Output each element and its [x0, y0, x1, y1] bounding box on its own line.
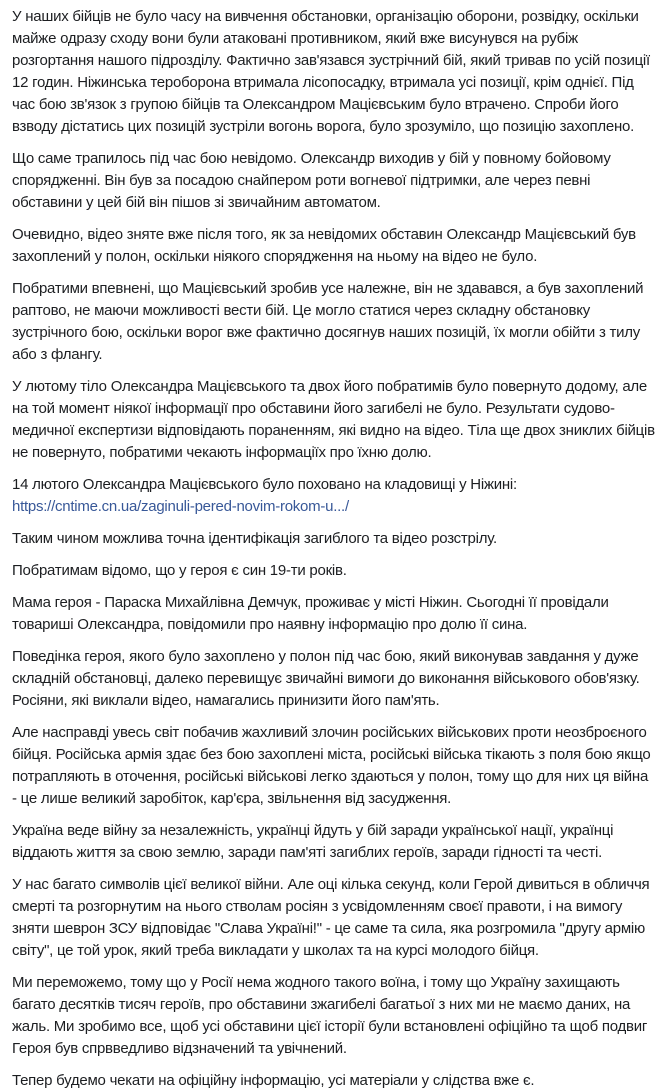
paragraph: Побратими впевнені, що Мацієвський зробив усе належне, він не здавався, а був захоплений раптово, не маючи можливості вести бій. Це могло статися через складну обстановку зустрічного бою, оскільки ворог вже фактично досягнув наших позицій, їх могли обійти з тилу або з флангу.: [12, 280, 644, 363]
paragraph: Мама героя - Параска Михайлівна Демчук, проживає у місті Ніжин. Сьогодні її провідали товариші Олександра, повідомили про наявну інформацію про долю її сина.: [12, 594, 609, 633]
paragraph: Таким чином можлива точна ідентифікація загиблого та відео розстрілу.: [12, 530, 497, 547]
paragraph: Очевидно, відео зняте вже після того, як за невідомих обставин Олександр Мацієвський був захоплений у полон, оскільки ніякого спорядження на ньому на відео не було.: [12, 226, 636, 265]
paragraph: У лютому тіло Олександра Мацієвського та двох його побратимів було повернуто додому, але на той момент ніякої інформації про обставини його загибелі не було. Результати судово-медичної експертизи відповідають пораненням, які видно на відео. Тіла ще двох зниклих бійців не повернуто, побратими чекають інформаціїх про їхню долю.: [12, 378, 655, 461]
paragraph: У наших бійців не було часу на вивчення обстановки, організацію оборони, розвідку, оскільки майже одразу сходу вони були атаковані противником, який вже висунувся на рубіж розгортання нашого підрозділу. Фактично зав'язався зустрічний бій, який тривав по усій позиції 12 годин. Ніжинська тероборона втримала лісопосадку, втримала усі позиції, крім однієї. Під час бою зв'язок з групою бійців та Олександром Мацієвським було втрачено. Спроби його взводу дістатись цих позицій зустріли вогонь ворога, було зрозуміло, що позицію захоплено.: [12, 8, 650, 135]
paragraph: Що саме трапилось під час бою невідомо. Олександр виходив у бій у повному бойовому спорядженні. Він був за посадою снайпером роти вогневої підтримки, але через певні обставини у цей бій він пішов зі звичайним автоматом.: [12, 150, 611, 211]
burial-text: 14 лютого Олександра Мацієвського було поховано на кладовищі у Ніжині:: [12, 476, 517, 493]
paragraph: Поведінка героя, якого було захоплено у полон під час бою, який виконував завдання у дуже складній обстановці, далеко перевищує звичайні вимоги до виконання військового обов'язку. Росіяни, які виклали відео, намагались принизити його пам'ять.: [12, 648, 640, 709]
article-link[interactable]: https://cntime.cn.ua/zaginuli-pered-novim-rokom-u.../: [12, 498, 349, 515]
paragraph: Україна веде війну за незалежність, українці йдуть у бій заради української нації, українці віддають життя за свою землю, заради пам'яті загиблих героїв, заради гідності та честі.: [12, 822, 614, 861]
paragraph: У нас багато символів цієї великої війни. Але оці кілька секунд, коли Герой дивиться в обличчя смерті та розгорнутим на нього стволам росіян з усвідомленням своєї правоти, і на вимогу зняти шеврон ЗСУ відповідає "Слава Україні!" - це саме та сила, яка розгромила "другу армію світу", це той урок, який треба викладати у школах та на курсі молодого бійця.: [12, 876, 650, 959]
burial-paragraph: [12, 474, 655, 518]
paragraph: Але насправді увесь світ побачив жахливий злочин російських військових проти неозброєного бійця. Російська армія здає без бою захоплені міста, російські війська тікають з поля бою якщо потрапляють в оточення, російські військові легко здаються у полон, тому що для них ця війна - це лише великий заробіток, кар'єра, звільнення від засудження.: [12, 724, 651, 807]
paragraph: Ми переможемо, тому що у Росії нема жодного такого воїна, і тому що Україну захищають багато десятків тисяч героїв, про обставини зжагибелі багатьої з них ми не маємо даних, на жаль. Ми зробимо все, щоб усі обставини цієї історії були встановлені офіційно та щоб подвиг Героя був спрвведливо відзначений та увічнений.: [12, 974, 648, 1057]
paragraph: Побратимам відомо, що у героя є син 19-ти років.: [12, 562, 347, 579]
paragraph: Тепер будемо чекати на офіційну інформацію, усі матеріали у слідства вже є.: [12, 1072, 535, 1089]
